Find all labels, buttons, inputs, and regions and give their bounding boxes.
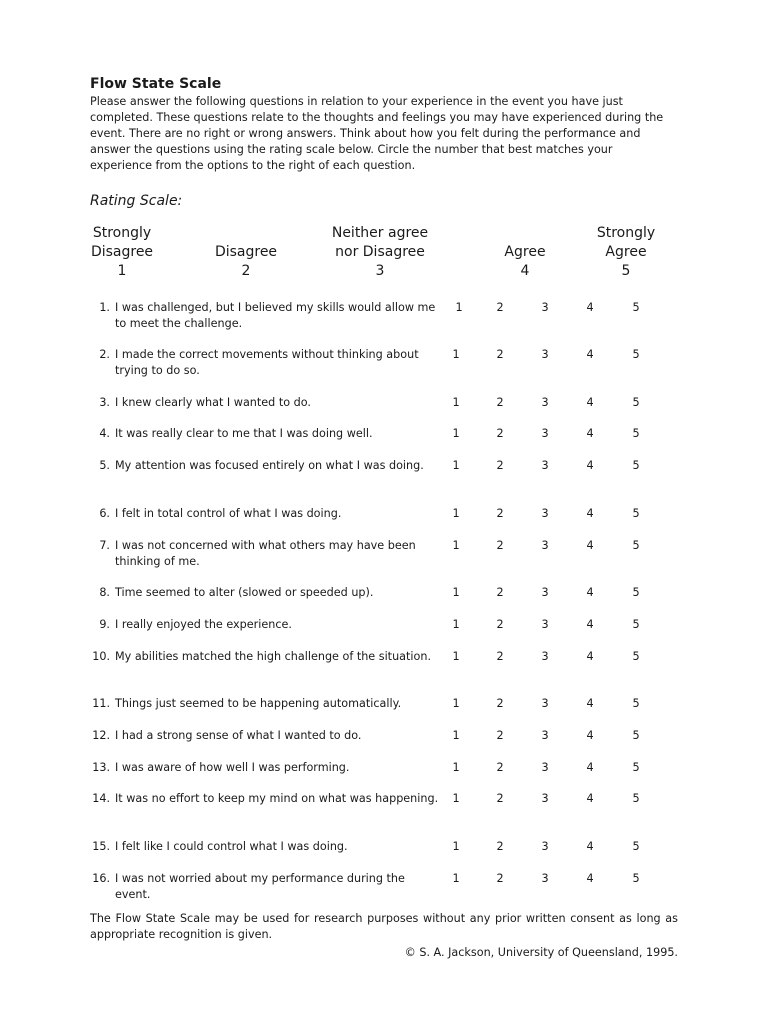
rating-option-3[interactable]: 3 bbox=[541, 427, 549, 440]
rating-option-2[interactable]: 2 bbox=[496, 427, 504, 440]
rating-option-3[interactable]: 3 bbox=[541, 618, 549, 631]
question-number: 12. bbox=[92, 729, 110, 742]
question-text: I was aware of how well I was performing. bbox=[115, 761, 350, 774]
rating-option-2[interactable]: 2 bbox=[496, 459, 504, 472]
rating-option-5[interactable]: 5 bbox=[632, 761, 640, 774]
rating-scale-option-5 bbox=[566, 224, 686, 281]
rating-scale-label: Rating Scale: bbox=[90, 193, 183, 209]
rating-option-2[interactable]: 2 bbox=[496, 872, 504, 885]
rating-option-5[interactable]: 5 bbox=[632, 507, 640, 520]
rating-option-2[interactable]: 2 bbox=[496, 697, 504, 710]
rating-scale-option-line2: Agree bbox=[605, 244, 647, 260]
rating-option-1[interactable]: 1 bbox=[452, 872, 460, 885]
question-number: 3. bbox=[99, 396, 110, 409]
rating-scale-option-line2: nor Disagree bbox=[335, 244, 425, 260]
rating-option-2[interactable]: 2 bbox=[496, 507, 504, 520]
question-text: I really enjoyed the experience. bbox=[115, 618, 292, 631]
question-text: I had a strong sense of what I wanted to do. bbox=[115, 729, 362, 742]
question-number: 10. bbox=[92, 650, 110, 663]
rating-option-5[interactable]: 5 bbox=[632, 586, 640, 599]
rating-option-3[interactable]: 3 bbox=[541, 348, 549, 361]
rating-option-2[interactable]: 2 bbox=[496, 301, 504, 314]
rating-option-1[interactable]: 1 bbox=[452, 396, 460, 409]
question-text: It was no effort to keep my mind on what was happening. bbox=[115, 792, 439, 805]
rating-option-3[interactable]: 3 bbox=[541, 507, 549, 520]
rating-scale-option-value: 4 bbox=[520, 263, 530, 279]
question-number: 16. bbox=[92, 872, 110, 885]
rating-option-3[interactable]: 3 bbox=[541, 729, 549, 742]
rating-option-1[interactable]: 1 bbox=[452, 697, 460, 710]
rating-option-3[interactable]: 3 bbox=[541, 792, 549, 805]
rating-option-3[interactable]: 3 bbox=[541, 459, 549, 472]
rating-option-5[interactable]: 5 bbox=[632, 729, 640, 742]
rating-scale-option-1 bbox=[62, 224, 182, 281]
rating-option-4[interactable]: 4 bbox=[586, 427, 594, 440]
rating-option-5[interactable]: 5 bbox=[632, 697, 640, 710]
rating-option-1[interactable]: 1 bbox=[452, 348, 460, 361]
question-text: I was not concerned with what others may have been thinking of me. bbox=[115, 539, 416, 568]
copyright-notice: © S. A. Jackson, University of Queensland, 1995. bbox=[404, 946, 678, 959]
rating-option-2[interactable]: 2 bbox=[496, 539, 504, 552]
rating-scale-option-2 bbox=[186, 224, 306, 281]
rating-scale-option-3 bbox=[320, 224, 440, 281]
rating-option-1[interactable]: 1 bbox=[452, 729, 460, 742]
rating-option-5[interactable]: 5 bbox=[632, 301, 640, 314]
question-number: 13. bbox=[92, 761, 110, 774]
rating-option-5[interactable]: 5 bbox=[632, 650, 640, 663]
rating-option-5[interactable]: 5 bbox=[632, 539, 640, 552]
rating-option-4[interactable]: 4 bbox=[586, 586, 594, 599]
rating-option-1[interactable]: 1 bbox=[452, 539, 460, 552]
rating-option-4[interactable]: 4 bbox=[586, 792, 594, 805]
question-text: Things just seemed to be happening automatically. bbox=[115, 697, 402, 710]
question-number: 15. bbox=[92, 840, 110, 853]
rating-option-4[interactable]: 4 bbox=[586, 761, 594, 774]
rating-option-4[interactable]: 4 bbox=[586, 840, 594, 853]
page-title: Flow State Scale bbox=[90, 76, 222, 92]
rating-option-4[interactable]: 4 bbox=[586, 507, 594, 520]
rating-option-2[interactable]: 2 bbox=[496, 792, 504, 805]
rating-option-2[interactable]: 2 bbox=[496, 650, 504, 663]
rating-option-3[interactable]: 3 bbox=[541, 872, 549, 885]
rating-option-4[interactable]: 4 bbox=[586, 301, 594, 314]
rating-option-2[interactable]: 2 bbox=[496, 840, 504, 853]
rating-option-4[interactable]: 4 bbox=[586, 650, 594, 663]
rating-option-3[interactable]: 3 bbox=[541, 761, 549, 774]
rating-option-4[interactable]: 4 bbox=[586, 396, 594, 409]
rating-option-5[interactable]: 5 bbox=[632, 348, 640, 361]
rating-option-2[interactable]: 2 bbox=[496, 761, 504, 774]
question-text: It was really clear to me that I was doing well. bbox=[115, 427, 373, 440]
question-number: 5. bbox=[99, 459, 110, 472]
rating-option-1[interactable]: 1 bbox=[452, 507, 460, 520]
rating-option-3[interactable]: 3 bbox=[541, 840, 549, 853]
rating-option-4[interactable]: 4 bbox=[586, 348, 594, 361]
rating-option-2[interactable]: 2 bbox=[496, 618, 504, 631]
rating-option-1[interactable]: 1 bbox=[455, 301, 463, 314]
question-text: Time seemed to alter (slowed or speeded up). bbox=[115, 586, 374, 599]
question-number: 11. bbox=[92, 697, 110, 710]
rating-option-4[interactable]: 4 bbox=[586, 697, 594, 710]
rating-scale-option-line1: Strongly bbox=[92, 225, 152, 241]
rating-option-1[interactable]: 1 bbox=[452, 459, 460, 472]
rating-scale-option-line1: Neither agree bbox=[331, 225, 429, 241]
question-text: I felt in total control of what I was doing. bbox=[115, 507, 342, 520]
rating-option-1[interactable]: 1 bbox=[452, 618, 460, 631]
instructions-paragraph: Please answer the following questions in relation to your experience in the event you have just completed. These questions relate to the thoughts and feelings you may have experienced during the event. There are no right or wrong answers. Think about how you felt during the performance and answer the questions using the rating scale below. Circle the number that best matches your experience from the options to the right of each question. bbox=[90, 95, 664, 172]
rating-scale-option-line1 bbox=[186, 224, 306, 243]
rating-option-1[interactable]: 1 bbox=[452, 427, 460, 440]
question-text: I was challenged, but I believed my skills would allow me to meet the challenge. bbox=[115, 301, 436, 330]
rating-option-1[interactable]: 1 bbox=[452, 586, 460, 599]
rating-option-1[interactable]: 1 bbox=[452, 761, 460, 774]
question-number: 9. bbox=[99, 618, 110, 631]
rating-scale-option-value: 1 bbox=[117, 263, 127, 279]
rating-option-4[interactable]: 4 bbox=[586, 729, 594, 742]
rating-option-3[interactable]: 3 bbox=[541, 301, 549, 314]
rating-option-4[interactable]: 4 bbox=[586, 539, 594, 552]
rating-option-5[interactable]: 5 bbox=[632, 872, 640, 885]
rating-option-4[interactable]: 4 bbox=[586, 872, 594, 885]
rating-option-4[interactable]: 4 bbox=[586, 459, 594, 472]
rating-option-5[interactable]: 5 bbox=[632, 618, 640, 631]
question-text: My abilities matched the high challenge of the situation. bbox=[115, 650, 431, 663]
rating-option-5[interactable]: 5 bbox=[632, 459, 640, 472]
rating-scale-option-line2: Disagree bbox=[90, 244, 154, 260]
rating-scale-option-value: 3 bbox=[375, 263, 385, 279]
rating-option-4[interactable]: 4 bbox=[586, 618, 594, 631]
rating-option-5[interactable]: 5 bbox=[632, 840, 640, 853]
rating-option-1[interactable]: 1 bbox=[452, 650, 460, 663]
question-number: 7. bbox=[99, 539, 110, 552]
rating-option-2[interactable]: 2 bbox=[496, 396, 504, 409]
rating-option-3[interactable]: 3 bbox=[541, 396, 549, 409]
rating-option-5[interactable]: 5 bbox=[632, 396, 640, 409]
question-text: I felt like I could control what I was doing. bbox=[115, 840, 348, 853]
rating-scale-option-line1: Strongly bbox=[596, 225, 656, 241]
rating-option-5[interactable]: 5 bbox=[632, 427, 640, 440]
question-number: 1. bbox=[99, 301, 110, 314]
question-number: 8. bbox=[99, 586, 110, 599]
question-number: 14. bbox=[92, 792, 110, 805]
rating-option-3[interactable]: 3 bbox=[541, 586, 549, 599]
question-text: I was not worried about my performance during the event. bbox=[115, 872, 405, 901]
rating-option-2[interactable]: 2 bbox=[496, 729, 504, 742]
rating-option-2[interactable]: 2 bbox=[496, 348, 504, 361]
rating-option-3[interactable]: 3 bbox=[541, 650, 549, 663]
rating-scale-option-value: 2 bbox=[241, 263, 251, 279]
rating-option-1[interactable]: 1 bbox=[452, 840, 460, 853]
usage-note: The Flow State Scale may be used for research purposes without any prior written consent as long as appropriate recognition is given. bbox=[90, 912, 678, 941]
rating-scale-option-line2: Disagree bbox=[214, 244, 278, 260]
question-text: My attention was focused entirely on what I was doing. bbox=[115, 459, 424, 472]
rating-option-3[interactable]: 3 bbox=[541, 697, 549, 710]
rating-option-3[interactable]: 3 bbox=[541, 539, 549, 552]
question-number: 2. bbox=[99, 348, 110, 361]
question-text: I made the correct movements without thinking about trying to do so. bbox=[115, 348, 419, 377]
rating-option-1[interactable]: 1 bbox=[452, 792, 460, 805]
rating-scale-option-value: 5 bbox=[621, 263, 631, 279]
question-number: 4. bbox=[99, 427, 110, 440]
rating-option-2[interactable]: 2 bbox=[496, 586, 504, 599]
question-text: I knew clearly what I wanted to do. bbox=[115, 396, 311, 409]
rating-scale-option-line2: Agree bbox=[504, 244, 546, 260]
rating-option-5[interactable]: 5 bbox=[632, 792, 640, 805]
question-number: 6. bbox=[99, 507, 110, 520]
